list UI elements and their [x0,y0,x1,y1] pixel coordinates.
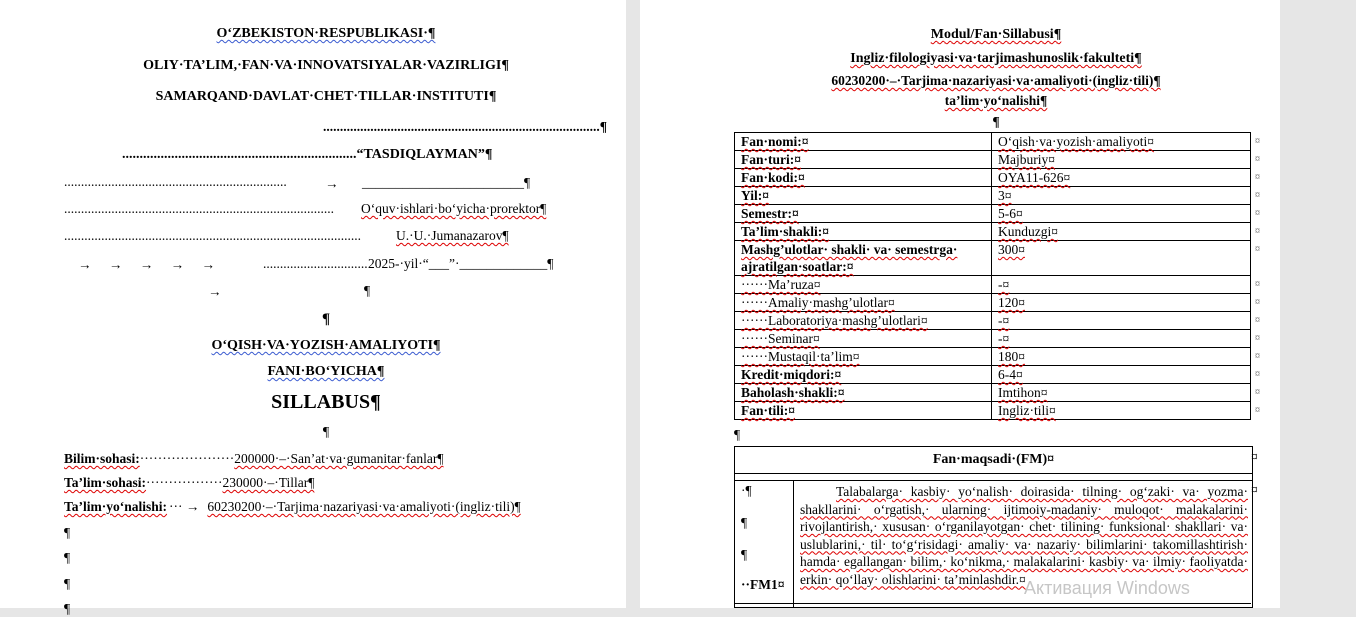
field-label: Bilim·sohasi: [64,451,140,466]
tab-arrow-2: → [208,284,222,299]
empty-paragraph: ¶ [64,550,71,565]
table-value-text: 5-6¤ [998,206,1023,221]
direction-label: Ta’lim·yo‘nalishi: [64,499,168,514]
table-row [735,366,1251,384]
goal-code: ··FM1¤ [741,577,785,592]
table-value-cell [992,402,1260,420]
date-tab-arrows: → → → → → [78,257,215,272]
empty-paragraph: ¶ [734,427,741,442]
row-end-mark: ¤ [1255,154,1260,165]
table-key-text: Fan·tili:¤ [741,403,795,418]
table-key-text: Fan·kodi:¤ [741,170,805,185]
table-key-cell [735,402,992,420]
row-end-mark: ¤ [1251,449,1258,464]
table-row [735,312,1251,330]
table-key-cell [735,348,992,366]
empty-paragraph: ¶ [64,576,71,591]
row-end-mark: ¤ [1251,482,1258,497]
table-key-text: Ta’lim·shakli:¤ [741,224,830,239]
empty-paragraph: ¶ [321,311,331,327]
goal-title: Fan·maqsadi·(FM)¤ [735,447,1252,474]
faculty-title: Ingliz·filologiyasi·va·tarjimashunoslik·fakulteti¶ [850,51,1142,66]
table-row [735,384,1251,402]
table-key-text: Semestr:¤ [741,206,799,221]
table-value-text: -¤ [998,277,1010,292]
row-end-mark: ¤ [1255,244,1260,255]
table-key-cell [735,366,992,384]
table-value-text: O‘qish·va·yozish·amaliyoti¤ [998,134,1154,149]
row-end-mark: ¤ [1255,190,1260,201]
table-key-cell [735,205,992,223]
direction-row [64,499,521,515]
table-key-text: ······Amaliy·mashg’ulotlar¤ [741,295,895,310]
program-title: 60230200·–·Tarjima·nazariyasi·va·amaliyoti·(ingliz·tili)¶ [831,73,1161,88]
document-page-right [640,0,1280,608]
program-subtitle: ta’lim·yo‘nalishi¶ [944,93,1048,108]
name-dots: ........................................................................................ [64,228,361,243]
row-end-mark: ¤ [1255,226,1260,237]
table-key-cell [735,151,992,169]
prorector-title: O‘quv·ishlari·bo‘yicha·prorektor¶ [361,201,547,216]
table-row [735,294,1251,312]
table-value-text: 6-4¤ [998,367,1023,382]
institute-heading: SAMARQAND·DAVLAT·CHET·TILLAR·INSTITUTI¶ [155,89,497,104]
table-value-text: OYA11-626¤ [998,170,1071,185]
table-value-cell [992,330,1260,348]
row-end-mark: ¤ [1255,315,1260,326]
table-value-cell [992,366,1260,384]
table-value-cell [992,205,1260,223]
field-value: 200000·–·San’at·va·gumanitar·fanlar¶ [234,451,444,466]
row-end-mark: ¤ [1255,387,1260,398]
syllabus-info-table [734,132,1260,420]
table-value-text: 3¤ [998,188,1012,203]
table-key-cell [735,384,992,402]
row-end-mark: ¤ [1255,369,1260,380]
empty-paragraph: ¶ [64,601,71,616]
table-key-cell [735,294,992,312]
goal-code-cell [735,481,794,607]
subject-subtitle: FANI·BO‘YICHA¶ [267,364,385,379]
prorector-name: U.·U.·Jumanazarov¶ [396,228,509,243]
field-dots: ····················· [139,451,235,466]
table-key-text: Fan·nomi:¤ [741,134,809,149]
field-row [64,451,444,467]
table-value-cell [992,348,1260,366]
row-end-mark: ¤ [1255,351,1260,362]
row-end-mark: ¤ [1255,136,1260,147]
tab-arrow: → [325,176,339,191]
approval-title: ...................................................................“TASDIQLAYMAN”¶ [122,147,493,162]
table-value-text: Imtihon¤ [998,385,1048,400]
table-key-text: Kredit·miqdori:¤ [741,367,842,382]
table-value-cell [992,223,1260,241]
table-key-text: ······Ma’ruza¤ [741,277,821,292]
table-value-text: 120¤ [998,295,1025,310]
table-key-text: Mashg’ulotlar· shakli· va· semestrga· ajratilgan·soatlar:¤ [741,242,958,274]
table-row [735,151,1251,169]
table-row [735,133,1251,151]
republic-heading: O‘ZBEKISTON·RESPUBLIKASI·¶ [216,26,436,41]
approval-date: 2025-·yil·“___”·_____________¶ [368,256,554,271]
windows-activation-watermark: Активация Windows [1024,578,1190,598]
area-dots: ················· [146,475,223,490]
table-key-text: ······Mustaqil·ta’lim¤ [741,349,860,364]
prorector-dots: ................................................................................ [64,201,334,216]
table-value-text: -¤ [998,331,1010,346]
row-end-mark: ¤ [1255,297,1260,308]
empty-paragraph: ¶ [364,283,371,298]
table-key-text: ······Seminar¤ [741,331,820,346]
syllabus-title: SILLABUS¶ [271,391,381,413]
table-value-text: -¤ [998,313,1010,328]
table-key-cell [735,223,992,241]
table-value-text: 180¤ [998,349,1025,364]
table-row [735,169,1251,187]
table-key-text: Yil:¤ [741,188,769,203]
table-value-cell [992,169,1260,187]
table-value-cell [992,241,1260,276]
table-row [735,276,1251,294]
syllabus-module-title: Modul/Fan·Sillabusi¶ [930,27,1062,42]
table-row [735,205,1251,223]
table-key-cell [735,241,992,276]
table-value-text: Majburiy¤ [998,152,1055,167]
subject-title: O‘QISH·VA·YOZISH·AMALIYOTI¶ [211,338,441,353]
date-dots: ............................... [263,256,368,271]
table-row [735,241,1251,276]
table-row [735,330,1251,348]
table-key-cell [735,169,992,187]
table-value-cell [992,133,1260,151]
area-label: Ta’lim·sohasi: [64,475,147,490]
empty-paragraph: ¶ [322,425,330,440]
table-key-cell [735,133,992,151]
document-page-left [0,0,626,616]
direction-value: 60230200·–·Tarjima·nazariyasi·va·amaliyoti·(ingliz·tili)¶ [207,499,521,514]
goal-pilcrow: ·¶ [741,483,752,498]
row-end-mark: ¤ [1255,172,1260,183]
table-row [735,223,1251,241]
area-row [64,475,314,491]
row-end-mark: ¤ [1255,208,1260,219]
table-value-cell [992,276,1260,294]
goal-description: Talabalarga· kasbiy· yo‘nalish· doirasida· tilning· og‘zaki· va· yozma· shakllarini· o‘rgatish,· ularning· ijtimoiy-madaniy· muloqot· malakalarini· rivojlantirish,· xususan· o‘rganilayotgan· chet· tilining· funksional· shakllari· va· uslublarini,· til· to‘g‘risidagi· amaliy· va· nazariy· bilimlarini· takomillashtirish· hamda· egallangan· bilim,· ko‘nikma,· malakalarini· kasbiy· va· ilmiy· faoliyatda· erkin· qo‘llay· olishlarini· ta’minlashdir.¤ [800,484,1248,587]
table-key-cell [735,276,992,294]
empty-paragraph: ¶ [992,114,1000,129]
approval-dots: ..................................................................................¶ [323,119,608,134]
goal-pilcrow: ¶ [741,515,748,530]
signature-dots: .................................................................. [64,174,287,189]
empty-paragraph: ¶ [64,525,71,540]
area-value: 230000·–·Tillar¶ [222,475,315,490]
table-key-text: Baholash·shakli:¤ [741,385,845,400]
table-bottom-border [734,603,1251,604]
table-value-text: Ingliz·tili¤ [998,403,1056,418]
table-value-cell [992,384,1260,402]
table-value-cell [992,187,1260,205]
table-row [735,348,1251,366]
table-key-cell [735,330,992,348]
table-value-text: Kunduzgi¤ [998,224,1058,239]
table-value-text: 300¤ [998,242,1025,257]
row-end-mark: ¤ [1255,405,1260,416]
ministry-heading: OLIY·TA’LIM,·FAN·VA·INNOVATSIYALAR·VAZIRLIGI¶ [143,58,509,73]
table-key-text: Fan·turi:¤ [741,152,801,167]
table-key-text: ······Laboratoriya·mashg’ulotlari¤ [741,313,928,328]
row-end-mark: ¤ [1255,333,1260,344]
table-row [735,402,1251,420]
table-value-cell [992,312,1260,330]
table-row [735,187,1251,205]
signature-blank: ________________________¶ [362,175,531,190]
goal-pilcrow: ¶ [741,547,748,562]
table-value-cell [992,294,1260,312]
direction-arrow: ··· → [169,499,200,514]
table-key-cell [735,312,992,330]
row-end-mark: ¤ [1255,279,1260,290]
table-key-cell [735,187,992,205]
table-value-cell [992,151,1260,169]
